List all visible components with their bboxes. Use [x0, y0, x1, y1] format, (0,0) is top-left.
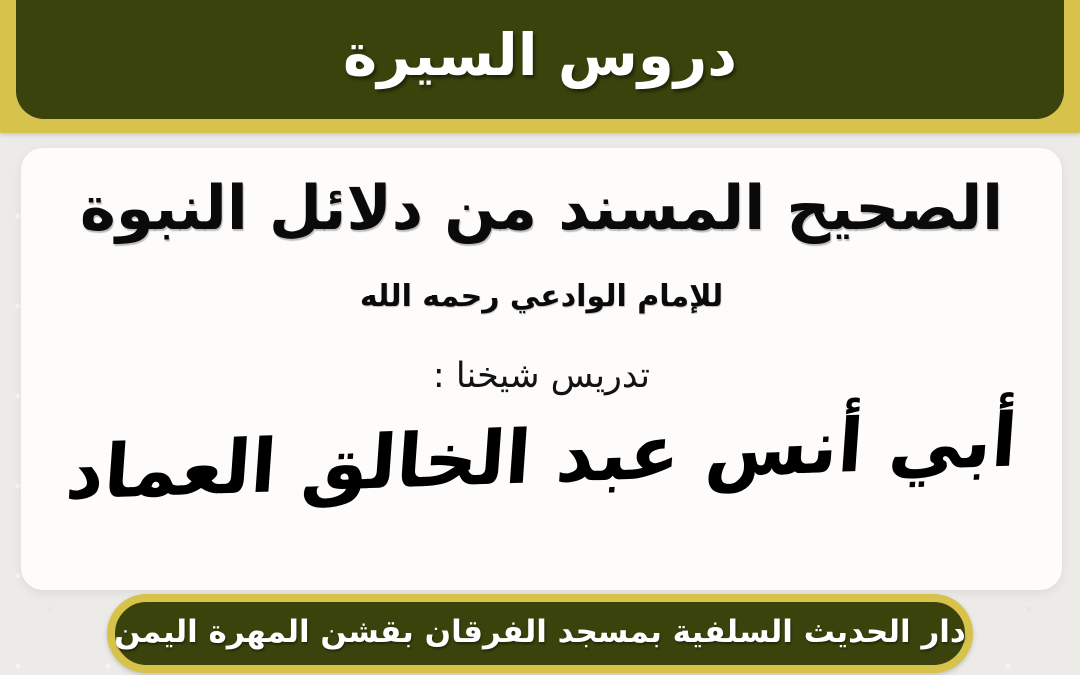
footer-banner [107, 594, 973, 673]
header-banner [0, 0, 1080, 133]
author-line: للإمام الوادعي رحمه الله [359, 278, 724, 314]
sheikh-name-calligraphy: أبي أنس عبد الخالق العماد [63, 396, 1020, 517]
series-title: دروس السيرة [342, 20, 738, 89]
institution-name: دار الحديث السلفية بمسجد الفرقان بقشن المهرة اليمن [114, 613, 966, 650]
book-title: الصحيح المسند من دلائل النبوة [79, 173, 1004, 244]
content-card [21, 148, 1062, 590]
teaching-label: تدريس شيخنا : [432, 355, 651, 396]
header-green-panel [16, 0, 1064, 119]
